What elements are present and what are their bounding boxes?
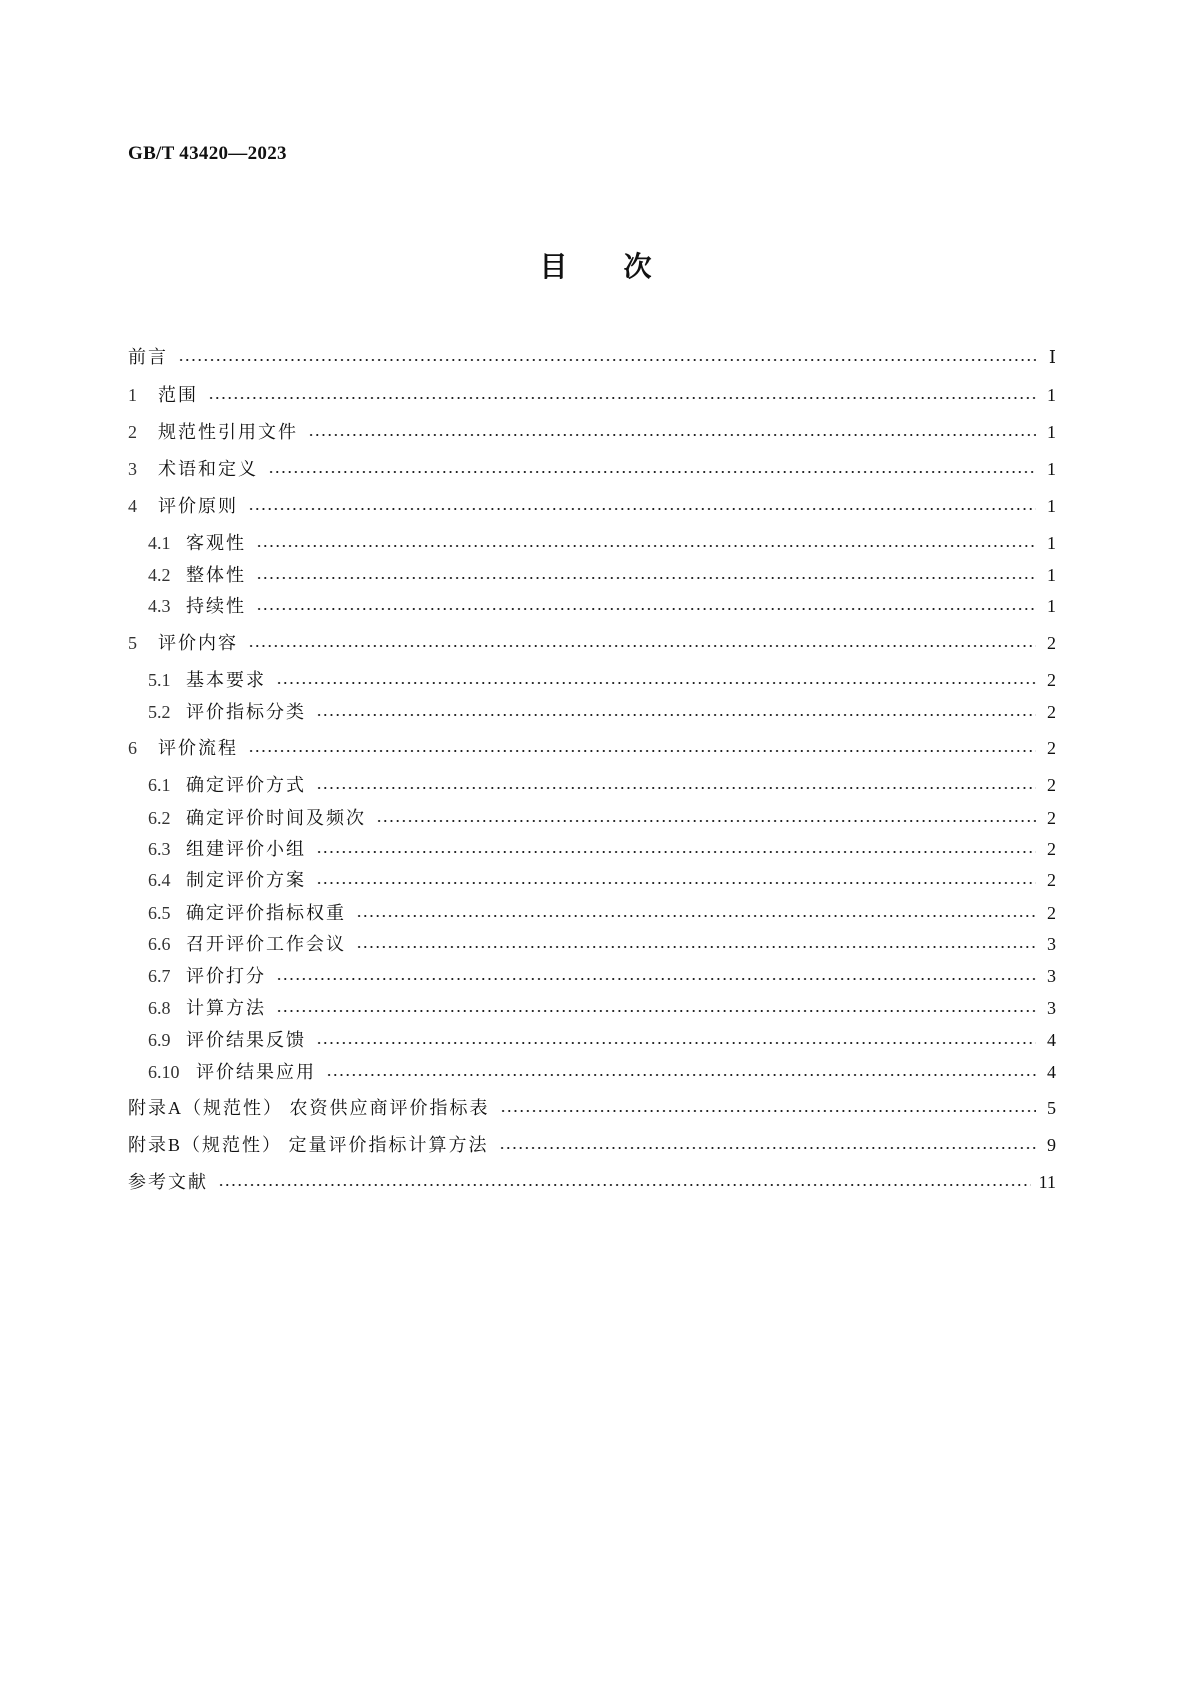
dot-leader <box>308 433 1036 437</box>
dot-leader <box>356 914 1036 918</box>
dot-leader <box>248 507 1036 511</box>
dot-leader <box>499 1146 1036 1150</box>
toc-entry[interactable] <box>148 837 1056 861</box>
dot-leader <box>268 470 1036 474</box>
toc-entry[interactable] <box>148 868 1056 892</box>
toc-entry[interactable] <box>148 806 1056 830</box>
toc-entry-page: 2 <box>1047 738 1056 758</box>
toc-entry-number: 6.2 <box>148 808 171 828</box>
toc-entry-label: 前言 <box>128 347 168 367</box>
toc-entry-page: 4 <box>1047 1030 1056 1050</box>
page-title <box>0 245 1191 285</box>
toc-entry-page: 1 <box>1047 459 1056 479</box>
toc-entry-page: 2 <box>1047 808 1056 828</box>
standard-number: GB/T 43420—2023 <box>128 143 287 164</box>
toc-entry-label: 评价指标分类 <box>186 702 306 722</box>
dot-leader <box>500 1109 1037 1113</box>
toc-entry-label: 附录B（规范性） 定量评价指标计算方法 <box>128 1135 489 1155</box>
toc-entry-label: 持续性 <box>186 596 246 616</box>
title-char-1: 目 <box>539 252 568 283</box>
toc-entry-number: 6.6 <box>148 934 171 954</box>
toc-entry-page: 2 <box>1047 702 1056 722</box>
toc-entry[interactable] <box>128 1096 1056 1120</box>
dot-leader <box>316 786 1036 790</box>
toc-entry[interactable] <box>148 964 1056 988</box>
toc-entry[interactable] <box>148 531 1056 555</box>
toc-entry[interactable] <box>148 1060 1056 1084</box>
toc-entry-page: 1 <box>1047 533 1056 553</box>
toc-entry-label: 评价结果应用 <box>196 1062 316 1082</box>
toc-entry-page: 9 <box>1047 1135 1056 1155</box>
toc-entry-page: 11 <box>1038 1172 1056 1192</box>
dot-leader <box>276 977 1036 981</box>
toc-entry-number: 2 <box>128 422 137 442</box>
toc-entry-label: 评价流程 <box>158 738 238 758</box>
toc-entry-page: 3 <box>1047 998 1056 1018</box>
toc-entry-page: 1 <box>1047 496 1056 516</box>
dot-leader <box>356 945 1036 949</box>
toc-entry-page: 2 <box>1047 870 1056 890</box>
toc-entry-page: 1 <box>1047 422 1056 442</box>
toc-entry[interactable] <box>148 563 1056 587</box>
toc-entry-label: 计算方法 <box>186 998 266 1018</box>
toc-entry-page: 1 <box>1047 596 1056 616</box>
toc-entry-number: 3 <box>128 459 137 479</box>
toc-entry-page: 2 <box>1047 839 1056 859</box>
toc-entry-page: 4 <box>1047 1062 1056 1082</box>
toc-entry-label: 范围 <box>158 385 198 405</box>
toc-entry-number: 6.1 <box>148 775 171 795</box>
toc-entry[interactable] <box>128 383 1056 407</box>
toc-entry-page: 2 <box>1047 903 1056 923</box>
toc-entry-label: 制定评价方案 <box>186 870 306 890</box>
toc-entry-label: 评价打分 <box>186 966 266 986</box>
toc-entry-number: 6.4 <box>148 870 171 890</box>
dot-leader <box>248 644 1036 648</box>
toc-entry-label: 术语和定义 <box>158 459 258 479</box>
toc-entry-label: 客观性 <box>186 533 246 553</box>
toc-entry-number: 6.5 <box>148 903 171 923</box>
toc-entry-number: 6.7 <box>148 966 171 986</box>
toc-entry-label: 规范性引用文件 <box>158 422 298 442</box>
toc-entry-page: 1 <box>1047 565 1056 585</box>
dot-leader <box>218 1183 1031 1187</box>
dot-leader <box>276 681 1036 685</box>
toc-entry-label: 附录A（规范性） 农资供应商评价指标表 <box>128 1098 490 1118</box>
dot-leader <box>326 1073 1036 1077</box>
toc-entry[interactable] <box>148 700 1056 724</box>
toc-entry[interactable] <box>148 901 1056 925</box>
toc-entry-page: 1 <box>1047 385 1056 405</box>
toc-entry-label: 整体性 <box>186 565 246 585</box>
toc-entry-number: 5 <box>128 633 137 653</box>
toc-entry[interactable] <box>128 345 1056 369</box>
toc-entry-number: 4.3 <box>148 596 171 616</box>
dot-leader <box>256 544 1036 548</box>
toc-entry[interactable] <box>128 457 1056 481</box>
toc-entry-number: 1 <box>128 385 137 405</box>
toc-entry-number: 6.10 <box>148 1062 180 1082</box>
toc-entry-number: 4.1 <box>148 533 171 553</box>
toc-entry-page: 5 <box>1047 1098 1056 1118</box>
toc-entry-page: 2 <box>1047 633 1056 653</box>
toc-entry-number: 5.2 <box>148 702 171 722</box>
toc-entry-label: 确定评价方式 <box>186 775 306 795</box>
toc-entry-number: 4 <box>128 496 137 516</box>
dot-leader <box>316 881 1036 885</box>
dot-leader <box>316 1041 1036 1045</box>
toc-entry-page: 2 <box>1047 775 1056 795</box>
dot-leader <box>256 607 1036 611</box>
toc-entry-number: 5.1 <box>148 670 171 690</box>
dot-leader <box>376 819 1036 823</box>
toc-entry[interactable] <box>128 736 1056 760</box>
toc-entry-label: 确定评价指标权重 <box>186 903 346 923</box>
toc-entry-number: 6.3 <box>148 839 171 859</box>
toc-entry-page: 3 <box>1047 934 1056 954</box>
toc-entry-number: 6.9 <box>148 1030 171 1050</box>
title-char-2: 次 <box>623 252 652 283</box>
toc-entry[interactable] <box>128 631 1056 655</box>
dot-leader <box>248 749 1036 753</box>
toc-entry-page: 3 <box>1047 966 1056 986</box>
toc-entry[interactable] <box>128 1170 1056 1194</box>
toc-entry-page: 2 <box>1047 670 1056 690</box>
toc-entry[interactable] <box>128 1133 1056 1157</box>
dot-leader <box>276 1009 1036 1013</box>
toc-entry-number: 6.8 <box>148 998 171 1018</box>
dot-leader <box>208 396 1036 400</box>
toc-entry-label: 评价内容 <box>158 633 238 653</box>
dot-leader <box>256 576 1036 580</box>
toc-entry-label: 组建评价小组 <box>186 839 306 859</box>
toc-entry[interactable] <box>148 773 1056 797</box>
toc-entry-label: 召开评价工作会议 <box>186 934 346 954</box>
toc-entry[interactable] <box>148 996 1056 1020</box>
dot-leader <box>178 358 1036 362</box>
toc-entry[interactable] <box>148 594 1056 618</box>
toc-entry-label: 基本要求 <box>186 670 266 690</box>
toc-entry[interactable] <box>128 494 1056 518</box>
toc-entry[interactable] <box>148 1028 1056 1052</box>
toc-entry-number: 4.2 <box>148 565 171 585</box>
toc-entry[interactable] <box>128 420 1056 444</box>
dot-leader <box>316 850 1036 854</box>
toc-entry-label: 评价原则 <box>158 496 238 516</box>
toc-entry-page: Ⅰ <box>1048 347 1056 367</box>
toc-entry-label: 参考文献 <box>128 1172 208 1192</box>
toc-entry[interactable] <box>148 668 1056 692</box>
toc-entry-label: 评价结果反馈 <box>186 1030 306 1050</box>
toc-entry-label: 确定评价时间及频次 <box>186 808 366 828</box>
toc-entry[interactable] <box>148 932 1056 956</box>
toc-entry-number: 6 <box>128 738 137 758</box>
dot-leader <box>316 713 1036 717</box>
